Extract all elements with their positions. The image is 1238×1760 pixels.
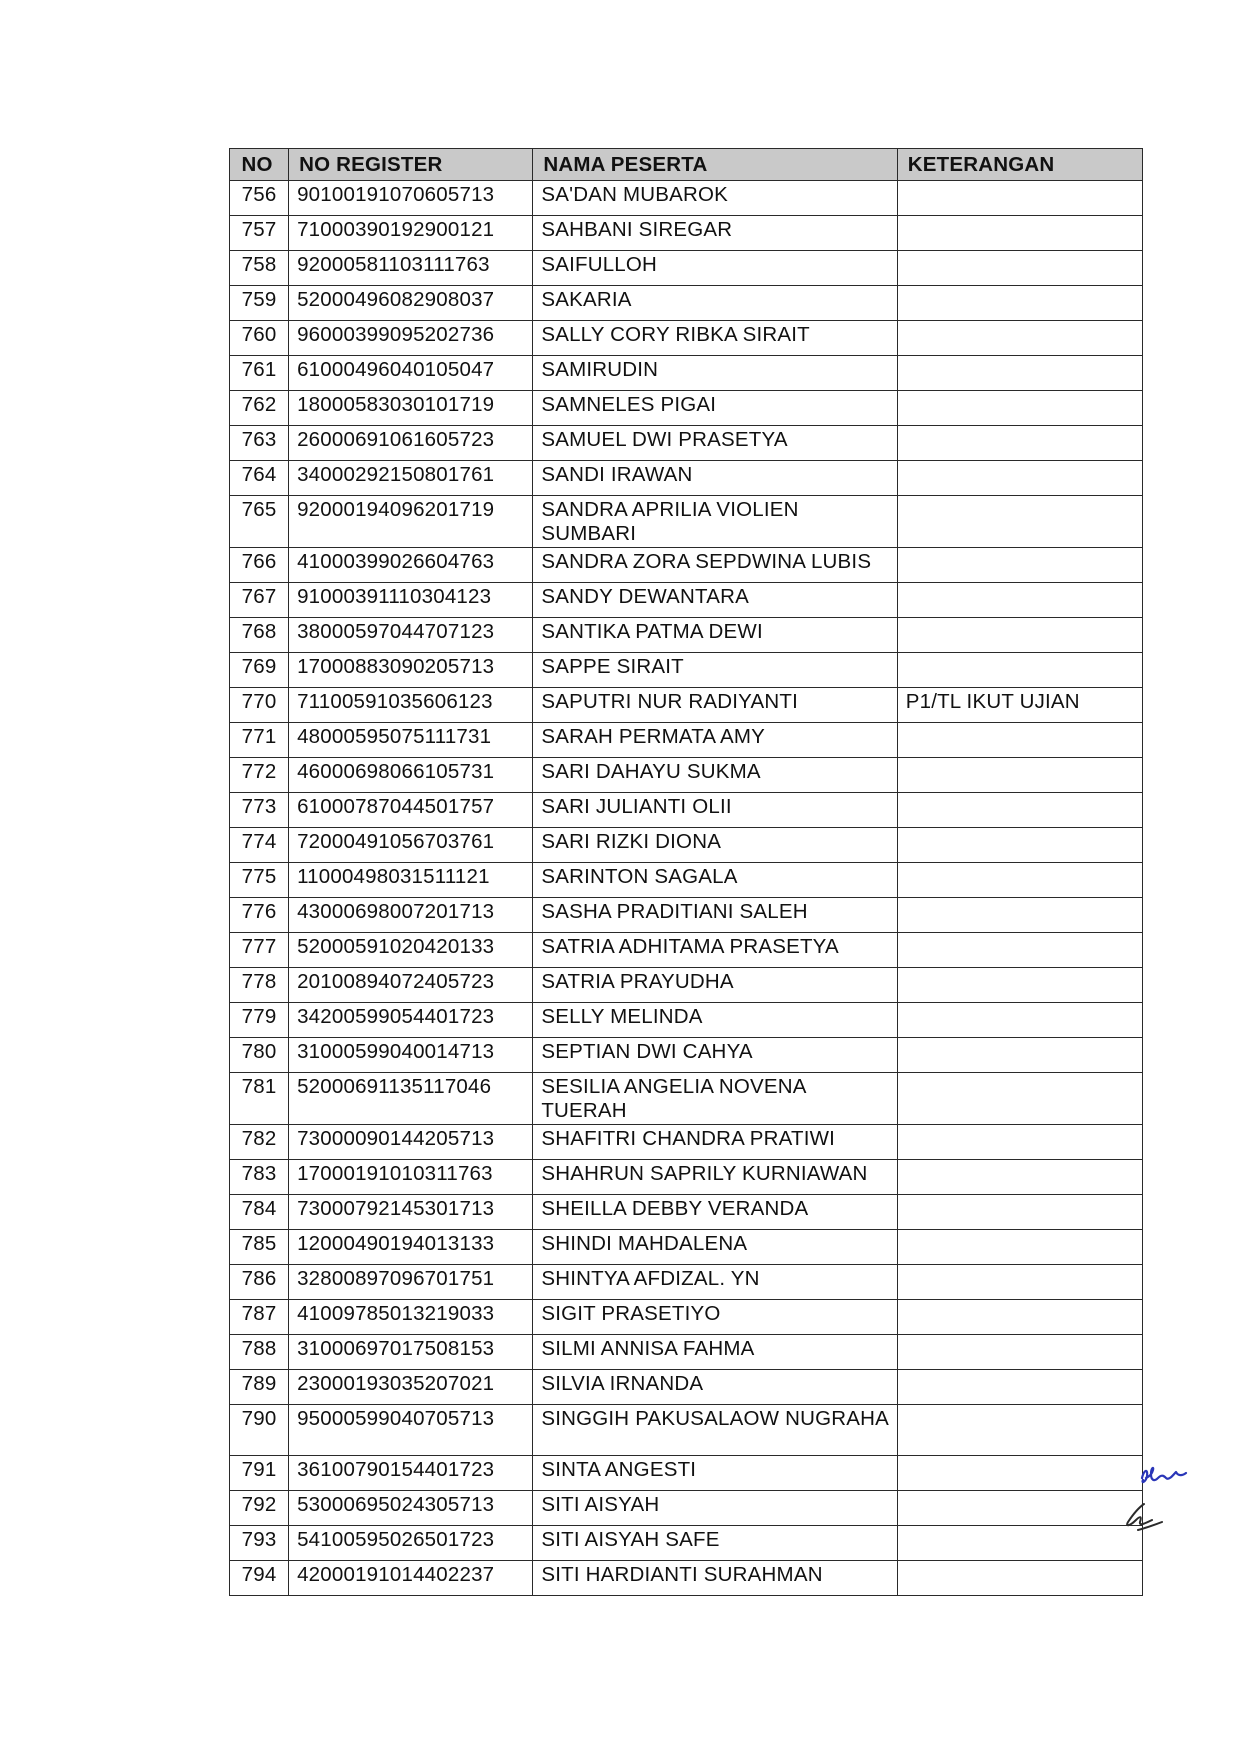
cell-register: 61000496040105047 bbox=[289, 356, 533, 391]
cell-name: SANDRA APRILIA VIOLIEN SUMBARI bbox=[533, 496, 897, 548]
cell-keterangan bbox=[897, 828, 1142, 863]
cell-no: 782 bbox=[230, 1125, 289, 1160]
cell-keterangan bbox=[897, 968, 1142, 1003]
cell-name: SAPUTRI NUR RADIYANTI bbox=[533, 688, 897, 723]
cell-name: SARI DAHAYU SUKMA bbox=[533, 758, 897, 793]
cell-name: SALLY CORY RIBKA SIRAIT bbox=[533, 321, 897, 356]
cell-no: 777 bbox=[230, 933, 289, 968]
cell-name: SAMNELES PIGAI bbox=[533, 391, 897, 426]
cell-keterangan bbox=[897, 793, 1142, 828]
cell-name: SAPPE SIRAIT bbox=[533, 653, 897, 688]
cell-no: 773 bbox=[230, 793, 289, 828]
cell-keterangan bbox=[897, 496, 1142, 548]
cell-name: SIGIT PRASETIYO bbox=[533, 1300, 897, 1335]
cell-keterangan bbox=[897, 1300, 1142, 1335]
table-row bbox=[230, 321, 1143, 356]
cell-no: 768 bbox=[230, 618, 289, 653]
header-register: NO REGISTER bbox=[289, 149, 533, 181]
cell-name: SEPTIAN DWI CAHYA bbox=[533, 1038, 897, 1073]
table-row bbox=[230, 758, 1143, 793]
cell-name: SAKARIA bbox=[533, 286, 897, 321]
cell-register: 32800897096701751 bbox=[289, 1265, 533, 1300]
cell-keterangan bbox=[897, 1073, 1142, 1125]
cell-register: 31000599040014713 bbox=[289, 1038, 533, 1073]
cell-keterangan bbox=[897, 1195, 1142, 1230]
table-row bbox=[230, 1456, 1143, 1491]
cell-name: SAIFULLOH bbox=[533, 251, 897, 286]
table-row bbox=[230, 1491, 1143, 1526]
cell-name: SARI JULIANTI OLII bbox=[533, 793, 897, 828]
cell-register: 53000695024305713 bbox=[289, 1491, 533, 1526]
cell-register: 96000399095202736 bbox=[289, 321, 533, 356]
cell-keterangan bbox=[897, 216, 1142, 251]
cell-keterangan: P1/TL IKUT UJIAN bbox=[897, 688, 1142, 723]
cell-register: 36100790154401723 bbox=[289, 1456, 533, 1491]
cell-register: 91000391110304123 bbox=[289, 583, 533, 618]
cell-name: SITI AISYAH bbox=[533, 1491, 897, 1526]
cell-name: SA'DAN MUBAROK bbox=[533, 181, 897, 216]
cell-register: 20100894072405723 bbox=[289, 968, 533, 1003]
cell-name: SESILIA ANGELIA NOVENA TUERAH bbox=[533, 1073, 897, 1125]
cell-no: 760 bbox=[230, 321, 289, 356]
cell-no: 769 bbox=[230, 653, 289, 688]
cell-register: 12000490194013133 bbox=[289, 1230, 533, 1265]
table-row bbox=[230, 391, 1143, 426]
table-row bbox=[230, 461, 1143, 496]
table-row bbox=[230, 216, 1143, 251]
cell-register: 73000090144205713 bbox=[289, 1125, 533, 1160]
cell-register: 52000496082908037 bbox=[289, 286, 533, 321]
cell-no: 792 bbox=[230, 1491, 289, 1526]
cell-no: 789 bbox=[230, 1370, 289, 1405]
cell-keterangan bbox=[897, 548, 1142, 583]
table-row bbox=[230, 181, 1143, 216]
cell-keterangan bbox=[897, 321, 1142, 356]
header-name: NAMA PESERTA bbox=[533, 149, 897, 181]
cell-no: 766 bbox=[230, 548, 289, 583]
table-row bbox=[230, 968, 1143, 1003]
cell-keterangan bbox=[897, 1370, 1142, 1405]
table-row bbox=[230, 688, 1143, 723]
cell-keterangan bbox=[897, 1491, 1142, 1526]
table-row bbox=[230, 1370, 1143, 1405]
cell-keterangan bbox=[897, 1526, 1142, 1561]
cell-keterangan bbox=[897, 583, 1142, 618]
cell-name: SANDY DEWANTARA bbox=[533, 583, 897, 618]
cell-register: 52000691135117046 bbox=[289, 1073, 533, 1125]
cell-keterangan bbox=[897, 181, 1142, 216]
cell-register: 95000599040705713 bbox=[289, 1405, 533, 1456]
table-row bbox=[230, 863, 1143, 898]
initials-signature-blue bbox=[1138, 1462, 1190, 1490]
cell-keterangan bbox=[897, 286, 1142, 321]
table-row bbox=[230, 653, 1143, 688]
cell-no: 793 bbox=[230, 1526, 289, 1561]
cell-name: SARINTON SAGALA bbox=[533, 863, 897, 898]
table-row bbox=[230, 583, 1143, 618]
cell-keterangan bbox=[897, 1160, 1142, 1195]
cell-name: SATRIA ADHITAMA PRASETYA bbox=[533, 933, 897, 968]
cell-register: 92000194096201719 bbox=[289, 496, 533, 548]
cell-keterangan bbox=[897, 898, 1142, 933]
cell-register: 52000591020420133 bbox=[289, 933, 533, 968]
cell-name: SILVIA IRNANDA bbox=[533, 1370, 897, 1405]
cell-no: 791 bbox=[230, 1456, 289, 1491]
cell-no: 762 bbox=[230, 391, 289, 426]
cell-no: 763 bbox=[230, 426, 289, 461]
cell-no: 761 bbox=[230, 356, 289, 391]
cell-register: 34200599054401723 bbox=[289, 1003, 533, 1038]
cell-register: 18000583030101719 bbox=[289, 391, 533, 426]
cell-keterangan bbox=[897, 1038, 1142, 1073]
cell-keterangan bbox=[897, 1456, 1142, 1491]
table-row bbox=[230, 828, 1143, 863]
cell-no: 781 bbox=[230, 1073, 289, 1125]
cell-no: 756 bbox=[230, 181, 289, 216]
cell-register: 41000399026604763 bbox=[289, 548, 533, 583]
cell-no: 765 bbox=[230, 496, 289, 548]
cell-name: SAHBANI SIREGAR bbox=[533, 216, 897, 251]
table-row bbox=[230, 618, 1143, 653]
cell-register: 43000698007201713 bbox=[289, 898, 533, 933]
cell-keterangan bbox=[897, 863, 1142, 898]
cell-no: 786 bbox=[230, 1265, 289, 1300]
cell-no: 774 bbox=[230, 828, 289, 863]
cell-keterangan bbox=[897, 1335, 1142, 1370]
cell-register: 23000193035207021 bbox=[289, 1370, 533, 1405]
cell-name: SITI HARDIANTI SURAHMAN bbox=[533, 1561, 897, 1596]
cell-register: 54100595026501723 bbox=[289, 1526, 533, 1561]
table-row bbox=[230, 1526, 1143, 1561]
cell-no: 775 bbox=[230, 863, 289, 898]
cell-no: 785 bbox=[230, 1230, 289, 1265]
cell-register: 34000292150801761 bbox=[289, 461, 533, 496]
table-row bbox=[230, 1003, 1143, 1038]
cell-name: SINTA ANGESTI bbox=[533, 1456, 897, 1491]
table-row bbox=[230, 426, 1143, 461]
table-header-row bbox=[230, 149, 1143, 181]
cell-name: SATRIA PRAYUDHA bbox=[533, 968, 897, 1003]
table-row bbox=[230, 1195, 1143, 1230]
cell-register: 17000883090205713 bbox=[289, 653, 533, 688]
cell-name: SAMIRUDIN bbox=[533, 356, 897, 391]
table-row bbox=[230, 1230, 1143, 1265]
cell-keterangan bbox=[897, 653, 1142, 688]
cell-keterangan bbox=[897, 1003, 1142, 1038]
table-row bbox=[230, 251, 1143, 286]
cell-register: 61000787044501757 bbox=[289, 793, 533, 828]
table-row bbox=[230, 1125, 1143, 1160]
cell-register: 42000191014402237 bbox=[289, 1561, 533, 1596]
header-keterangan: KETERANGAN bbox=[897, 149, 1142, 181]
cell-no: 757 bbox=[230, 216, 289, 251]
cell-name: SINGGIH PAKUSALAOW NUGRAHA bbox=[533, 1405, 897, 1456]
cell-keterangan bbox=[897, 251, 1142, 286]
table-row bbox=[230, 1073, 1143, 1125]
cell-register: 71100591035606123 bbox=[289, 688, 533, 723]
cell-name: SARI RIZKI DIONA bbox=[533, 828, 897, 863]
table-row bbox=[230, 496, 1143, 548]
table-row bbox=[230, 1265, 1143, 1300]
cell-register: 92000581103111763 bbox=[289, 251, 533, 286]
cell-register: 26000691061605723 bbox=[289, 426, 533, 461]
cell-name: SARAH PERMATA AMY bbox=[533, 723, 897, 758]
cell-no: 784 bbox=[230, 1195, 289, 1230]
cell-keterangan bbox=[897, 461, 1142, 496]
cell-no: 778 bbox=[230, 968, 289, 1003]
cell-no: 787 bbox=[230, 1300, 289, 1335]
cell-name: SILMI ANNISA FAHMA bbox=[533, 1335, 897, 1370]
table-row bbox=[230, 933, 1143, 968]
cell-name: SHAHRUN SAPRILY KURNIAWAN bbox=[533, 1160, 897, 1195]
cell-keterangan bbox=[897, 1230, 1142, 1265]
cell-no: 794 bbox=[230, 1561, 289, 1596]
cell-name: SELLY MELINDA bbox=[533, 1003, 897, 1038]
cell-no: 788 bbox=[230, 1335, 289, 1370]
table-row bbox=[230, 548, 1143, 583]
cell-no: 780 bbox=[230, 1038, 289, 1073]
cell-register: 38000597044707123 bbox=[289, 618, 533, 653]
cell-no: 764 bbox=[230, 461, 289, 496]
table-row bbox=[230, 898, 1143, 933]
cell-register: 31000697017508153 bbox=[289, 1335, 533, 1370]
cell-keterangan bbox=[897, 758, 1142, 793]
cell-name: SHAFITRI CHANDRA PRATIWI bbox=[533, 1125, 897, 1160]
cell-keterangan bbox=[897, 1405, 1142, 1456]
cell-keterangan bbox=[897, 426, 1142, 461]
cell-keterangan bbox=[897, 618, 1142, 653]
cell-keterangan bbox=[897, 356, 1142, 391]
cell-register: 11000498031511121 bbox=[289, 863, 533, 898]
table-row bbox=[230, 1405, 1143, 1456]
cell-no: 779 bbox=[230, 1003, 289, 1038]
cell-keterangan bbox=[897, 1125, 1142, 1160]
cell-name: SHEILLA DEBBY VERANDA bbox=[533, 1195, 897, 1230]
table-row bbox=[230, 793, 1143, 828]
table-row bbox=[230, 723, 1143, 758]
cell-name: SASHA PRADITIANI SALEH bbox=[533, 898, 897, 933]
cell-name: SANTIKA PATMA DEWI bbox=[533, 618, 897, 653]
cell-name: SHINDI MAHDALENA bbox=[533, 1230, 897, 1265]
cell-name: SITI AISYAH SAFE bbox=[533, 1526, 897, 1561]
cell-name: SHINTYA AFDIZAL. YN bbox=[533, 1265, 897, 1300]
table-row bbox=[230, 356, 1143, 391]
cell-no: 758 bbox=[230, 251, 289, 286]
cell-no: 776 bbox=[230, 898, 289, 933]
table-row bbox=[230, 286, 1143, 321]
cell-keterangan bbox=[897, 1265, 1142, 1300]
cell-name: SANDRA ZORA SEPDWINA LUBIS bbox=[533, 548, 897, 583]
cell-no: 759 bbox=[230, 286, 289, 321]
cell-no: 770 bbox=[230, 688, 289, 723]
initials-signature-black bbox=[1122, 1500, 1172, 1534]
cell-register: 48000595075111731 bbox=[289, 723, 533, 758]
cell-register: 90100191070605713 bbox=[289, 181, 533, 216]
cell-register: 72000491056703761 bbox=[289, 828, 533, 863]
cell-no: 772 bbox=[230, 758, 289, 793]
table-row bbox=[230, 1300, 1143, 1335]
cell-no: 767 bbox=[230, 583, 289, 618]
table-row bbox=[230, 1038, 1143, 1073]
cell-keterangan bbox=[897, 723, 1142, 758]
cell-name: SANDI IRAWAN bbox=[533, 461, 897, 496]
cell-keterangan bbox=[897, 391, 1142, 426]
cell-name: SAMUEL DWI PRASETYA bbox=[533, 426, 897, 461]
table-body bbox=[230, 181, 1143, 1596]
cell-register: 71000390192900121 bbox=[289, 216, 533, 251]
table-row bbox=[230, 1561, 1143, 1596]
cell-no: 790 bbox=[230, 1405, 289, 1456]
cell-register: 41009785013219033 bbox=[289, 1300, 533, 1335]
cell-keterangan bbox=[897, 1561, 1142, 1596]
header-no: NO bbox=[230, 149, 289, 181]
cell-keterangan bbox=[897, 933, 1142, 968]
participant-table bbox=[229, 148, 1143, 1596]
cell-no: 783 bbox=[230, 1160, 289, 1195]
cell-register: 46000698066105731 bbox=[289, 758, 533, 793]
cell-register: 73000792145301713 bbox=[289, 1195, 533, 1230]
table-row bbox=[230, 1335, 1143, 1370]
cell-register: 17000191010311763 bbox=[289, 1160, 533, 1195]
table-row bbox=[230, 1160, 1143, 1195]
cell-no: 771 bbox=[230, 723, 289, 758]
